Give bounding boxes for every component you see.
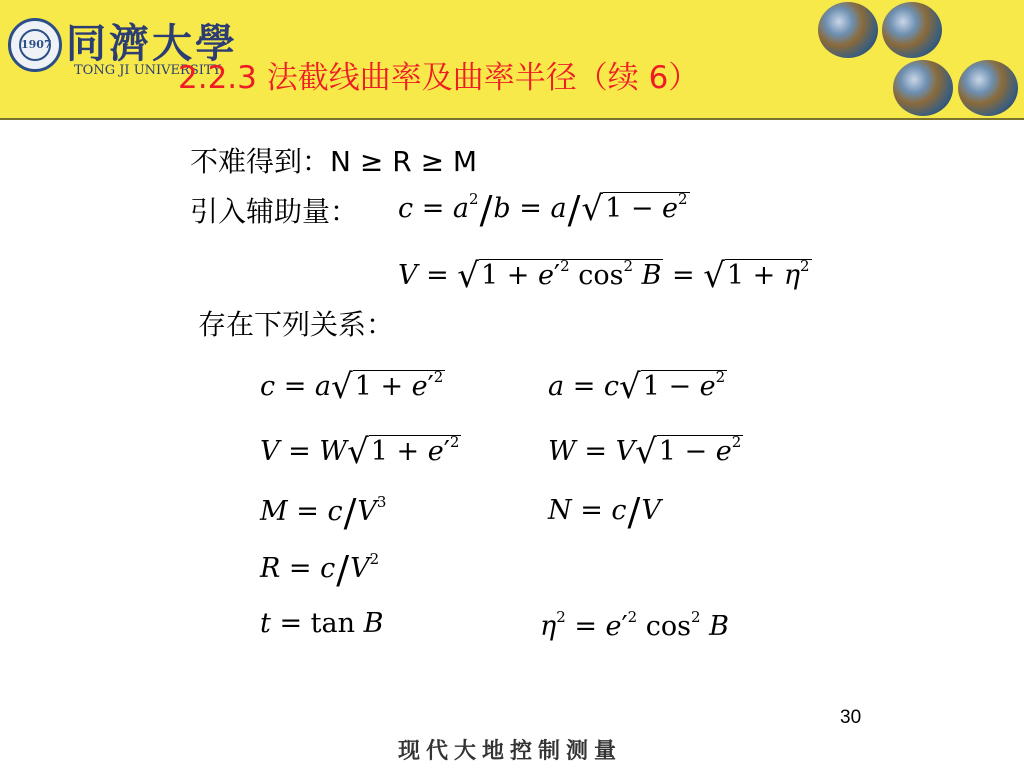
logo-chinese: 同濟大學 (66, 20, 238, 67)
intro-label: 引入辅助量： (190, 195, 359, 228)
formula-n: N = c/V (548, 490, 661, 534)
slide-title: 2.2.3 法截线曲率及曲率半径（续 6） (178, 60, 700, 96)
inequality-line: 不难得到：N ≥ R ≥ M (190, 145, 478, 178)
page-number: 30 (840, 707, 862, 728)
formula-v-from-w: $V = W√1 + e'^2$ (260, 432, 460, 472)
formula-c-from-a: $c = a√1 + e'^2$ (260, 367, 444, 407)
formula-eta: $\eta^2 = e'^2$ $\cos^2 B$ (540, 608, 730, 642)
formula-w-from-v: $W = V√1 - e^2$ (548, 432, 742, 472)
relations-label: 存在下列关系： (198, 308, 395, 341)
slide-header (0, 0, 1024, 120)
footer-course-title: 现代大地控制测量 (398, 738, 623, 764)
globe-icon (893, 60, 953, 116)
formula-a-from-c: $a = c√1 - e^2$ (548, 367, 726, 407)
formula-c-definition: $c = a^2/b = a/√1 - e^2$ (398, 188, 688, 232)
globe-icon (818, 2, 878, 58)
formula-t: t = tan B (260, 608, 384, 639)
globe-icon (882, 2, 942, 58)
formula-m: $M = c/V^3$ (260, 491, 387, 535)
formula-v-definition: $V = √1 + e'^2$ $\cos^2 B = √1 + \eta^2$ (398, 256, 810, 296)
formula-r: $R = c/V^2$ (260, 548, 380, 592)
emblem-year: 1907 (19, 29, 51, 61)
university-emblem-icon (8, 18, 62, 72)
logo-english: TONG JI UNIVERSITY (74, 63, 222, 78)
globe-icon (958, 60, 1018, 116)
